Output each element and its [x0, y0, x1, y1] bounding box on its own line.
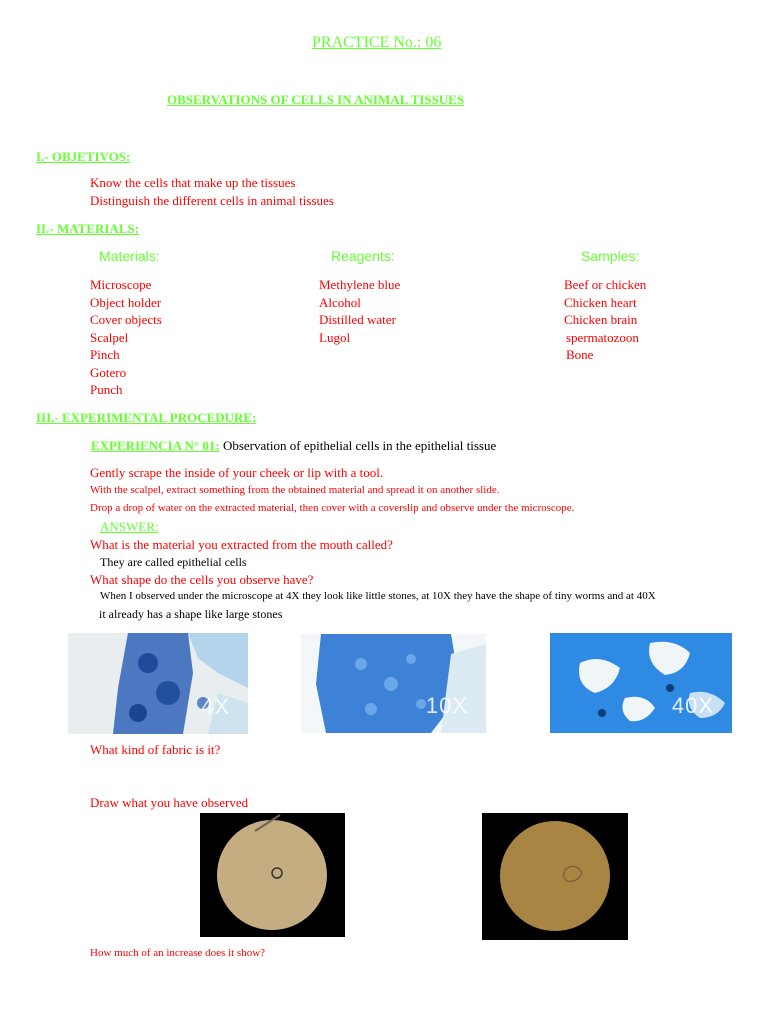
microscope-view-1-image [200, 813, 345, 937]
list-item: Gotero [90, 364, 127, 380]
list-item: Methylene blue [319, 277, 401, 292]
practice-number: PRACTICE No.: 06 [312, 34, 442, 51]
micrograph-4x [68, 633, 248, 734]
list-item: Object holder [90, 294, 162, 310]
materials-column-label: Materials: [99, 248, 160, 264]
list-item: Distilled water [319, 312, 396, 327]
procedure-heading: III.- EXPERIMENTAL PROCEDURE: [36, 410, 257, 425]
list-item: spermatozoon [566, 329, 639, 345]
list-item: Cover objects [90, 312, 162, 327]
magnification-label: 4X [201, 694, 230, 719]
reagents-column-label: Reagents: [331, 248, 395, 264]
microscope-view-2 [482, 813, 628, 940]
magnification-label: 40X [671, 693, 714, 718]
microscope-view-2-image [482, 813, 628, 940]
experience-line [91, 438, 496, 454]
materials-list [90, 276, 162, 399]
samples-column-label: Samples: [581, 248, 640, 264]
list-item: Microscope [90, 277, 152, 292]
list-item: Bone [566, 347, 594, 362]
answer-2-line-2: it already has a shape like large stones [99, 607, 283, 621]
question-3: What kind of fabric is it? [90, 742, 221, 757]
materials-heading: II.- MATERIALS: [36, 221, 140, 236]
question-5: How much of an increase does it show? [90, 947, 266, 959]
micrograph-10x [301, 634, 486, 733]
experience-text: Observation of epithelial cells in the epithelial tissue [222, 438, 497, 453]
answer-1: They are called epithelial cells [100, 555, 247, 569]
page-title: OBSERVATIONS OF CELLS IN ANIMAL TISSUES [167, 92, 465, 107]
list-item: Beef or chicken [564, 277, 647, 292]
objectives-heading: I.- OBJETIVOS: [36, 149, 131, 164]
answer-2-line-1: When I observed under the microscope at 4X they look like little stones, at 10X they have the shape of tiny worms and at 40X [100, 590, 656, 602]
objective-item: Distinguish the different cells in animal tissues [90, 193, 334, 208]
list-item: Chicken heart [564, 294, 637, 310]
list-item: Scalpel [90, 329, 129, 345]
list-item: Pinch [90, 347, 120, 362]
micrograph-40x [550, 633, 732, 733]
procedure-step: With the scalpel, extract something from the obtained material and spread it on another slide. [90, 484, 500, 496]
magnification-label: 10X [425, 693, 468, 718]
objective-item: Know the cells that make up the tissues [90, 175, 296, 190]
procedure-step: Drop a drop of water on the extracted material, then cover with a coverslip and observe under the microscope. [90, 502, 575, 514]
question-1: What is the material you extracted from the mouth called? [90, 537, 393, 552]
list-item: Lugol [319, 329, 351, 345]
reagents-list [319, 276, 400, 346]
answer-label: ANSWER: [100, 519, 159, 534]
samples-list [564, 276, 646, 364]
experience-label: EXPERIENCIA N° 01: [91, 438, 220, 453]
list-item: Chicken brain [564, 312, 638, 327]
procedure-step: Gently scrape the inside of your cheek or lip with a tool. [90, 465, 384, 480]
question-4: Draw what you have observed [90, 795, 249, 810]
list-item: Alcohol [319, 294, 361, 310]
question-2: What shape do the cells you observe have? [90, 572, 314, 587]
list-item: Punch [90, 382, 123, 397]
microscope-view-1 [200, 813, 345, 937]
